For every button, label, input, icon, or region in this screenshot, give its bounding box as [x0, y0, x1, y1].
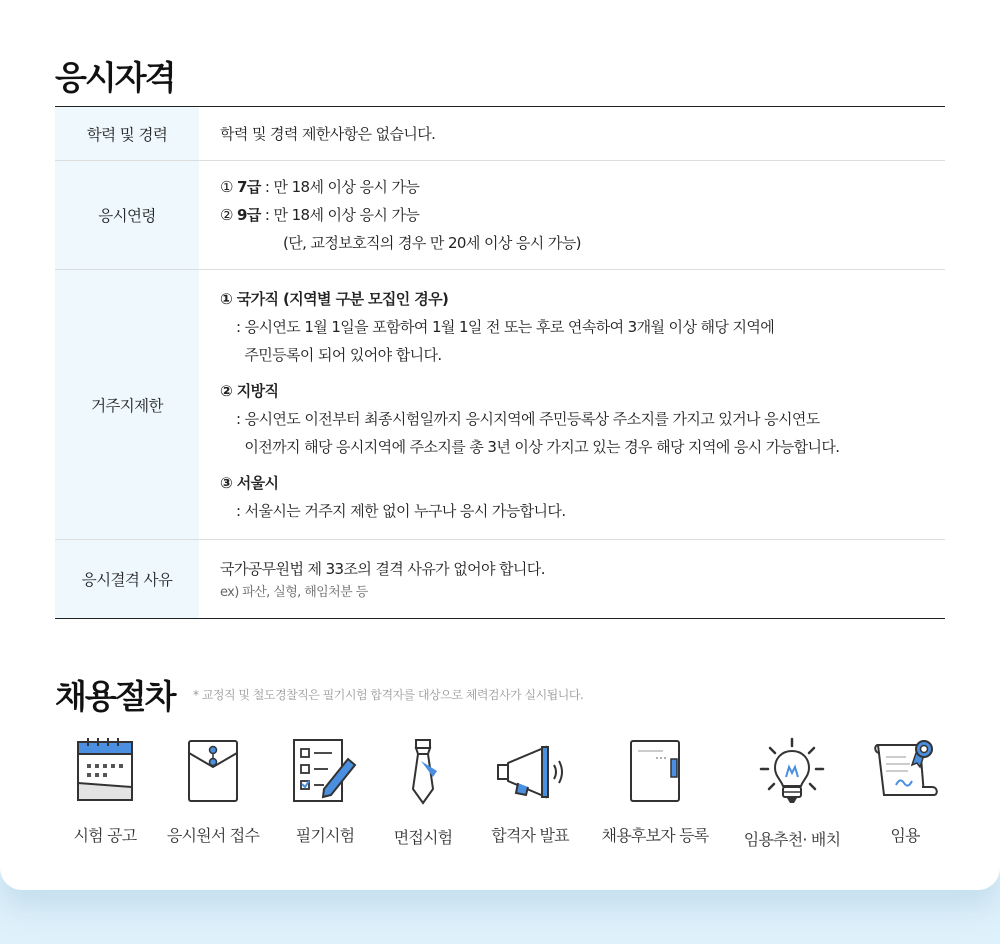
age-text: : 만 18세 이상 응시 가능: [260, 178, 420, 196]
step-label: 응시원서 접수: [166, 826, 260, 845]
qualification-table: [55, 106, 945, 619]
group-line: 이전까지 해당 응시지역에 주소지를 총 3년 이상 가지고 있는 경우 해당 지역에 응시 가능합니다.: [236, 437, 840, 456]
step-label: 면접시험: [393, 828, 453, 847]
age-item-9: [220, 201, 945, 229]
grade-7: 7급: [237, 178, 261, 196]
necktie-icon: [403, 737, 443, 805]
residence-value: [199, 270, 945, 540]
education-value: 학력 및 경력 제한사항은 없습니다.: [220, 125, 436, 143]
lightbulb-icon: [757, 737, 827, 807]
disqualification-example: ex) 파산, 실형, 해임처분 등: [220, 585, 368, 600]
disqualification-text: 국가공무원법 제 33조의 결격 사유가 없어야 합니다.: [220, 560, 545, 578]
step-appointment-recommendation: [727, 737, 857, 850]
qualification-title: 응시자격: [55, 58, 175, 97]
group-title: ③ 서울시: [220, 473, 279, 492]
step-application: [148, 737, 278, 846]
age-item-7: [220, 173, 945, 201]
certificate-scroll-icon: [872, 737, 938, 803]
process-steps: [55, 737, 945, 857]
group-line: : 응시연도 1월 1일을 포함하여 1월 1일 전 또는 후로 연속하여 3개월 이상 해당 지역에: [236, 317, 775, 336]
group-title: ② 지방직: [220, 381, 279, 400]
disqualification-label: 응시결격 사유: [55, 540, 199, 619]
residence-group-national: [220, 285, 945, 369]
group-title: ① 국가직 (지역별 구분 모집인 경우): [220, 289, 449, 308]
disqualification-value: [199, 540, 945, 619]
step-label: 채용후보자 등록: [601, 826, 709, 845]
table-row: [55, 107, 945, 161]
megaphone-icon: [492, 737, 568, 803]
step-candidate-registration: [590, 737, 720, 846]
step-label: 임용: [890, 826, 920, 845]
process-title: 채용절차: [55, 677, 175, 716]
step-label: 임용추천· 배치: [743, 830, 841, 849]
group-line: : 서울시는 거주지 제한 없이 누구나 응시 가능합니다.: [236, 501, 566, 520]
item-number: ①: [220, 178, 238, 196]
step-results: [465, 737, 595, 846]
process-note: * 교정직 및 철도경찰직은 필기시험 합격자를 대상으로 체력검사가 실시됩니다.: [193, 688, 584, 702]
step-label: 필기시험: [295, 826, 355, 845]
checklist-icon: [290, 737, 360, 803]
residence-label: 거주지제한: [55, 270, 199, 540]
table-row: [55, 270, 945, 540]
notebook-icon: [627, 737, 683, 803]
step-label: 시험 공고: [73, 826, 137, 845]
education-label: 학력 및 경력: [55, 107, 199, 161]
residence-group-seoul: [220, 469, 945, 525]
step-label: 합격자 발표: [491, 826, 569, 845]
calendar-icon: [75, 737, 135, 803]
age-note: (단, 교정보호직의 경우 만 20세 이상 응시 가능): [283, 234, 581, 252]
group-line: : 응시연도 이전부터 최종시험일까지 응시지역에 주민등록상 주소지를 가지고 있거나 응시연도: [236, 409, 820, 428]
grade-9: 9급: [237, 206, 261, 224]
age-text: : 만 18세 이상 응시 가능: [260, 206, 420, 224]
table-row: [55, 161, 945, 270]
age-label: 응시연령: [55, 161, 199, 270]
step-appointment: [840, 737, 970, 846]
item-number: ②: [220, 206, 238, 224]
table-row: [55, 540, 945, 619]
group-line: 주민등록이 되어 있어야 합니다.: [236, 345, 442, 364]
envelope-icon: [186, 737, 240, 803]
residence-group-local: [220, 377, 945, 461]
age-value: [199, 161, 945, 270]
